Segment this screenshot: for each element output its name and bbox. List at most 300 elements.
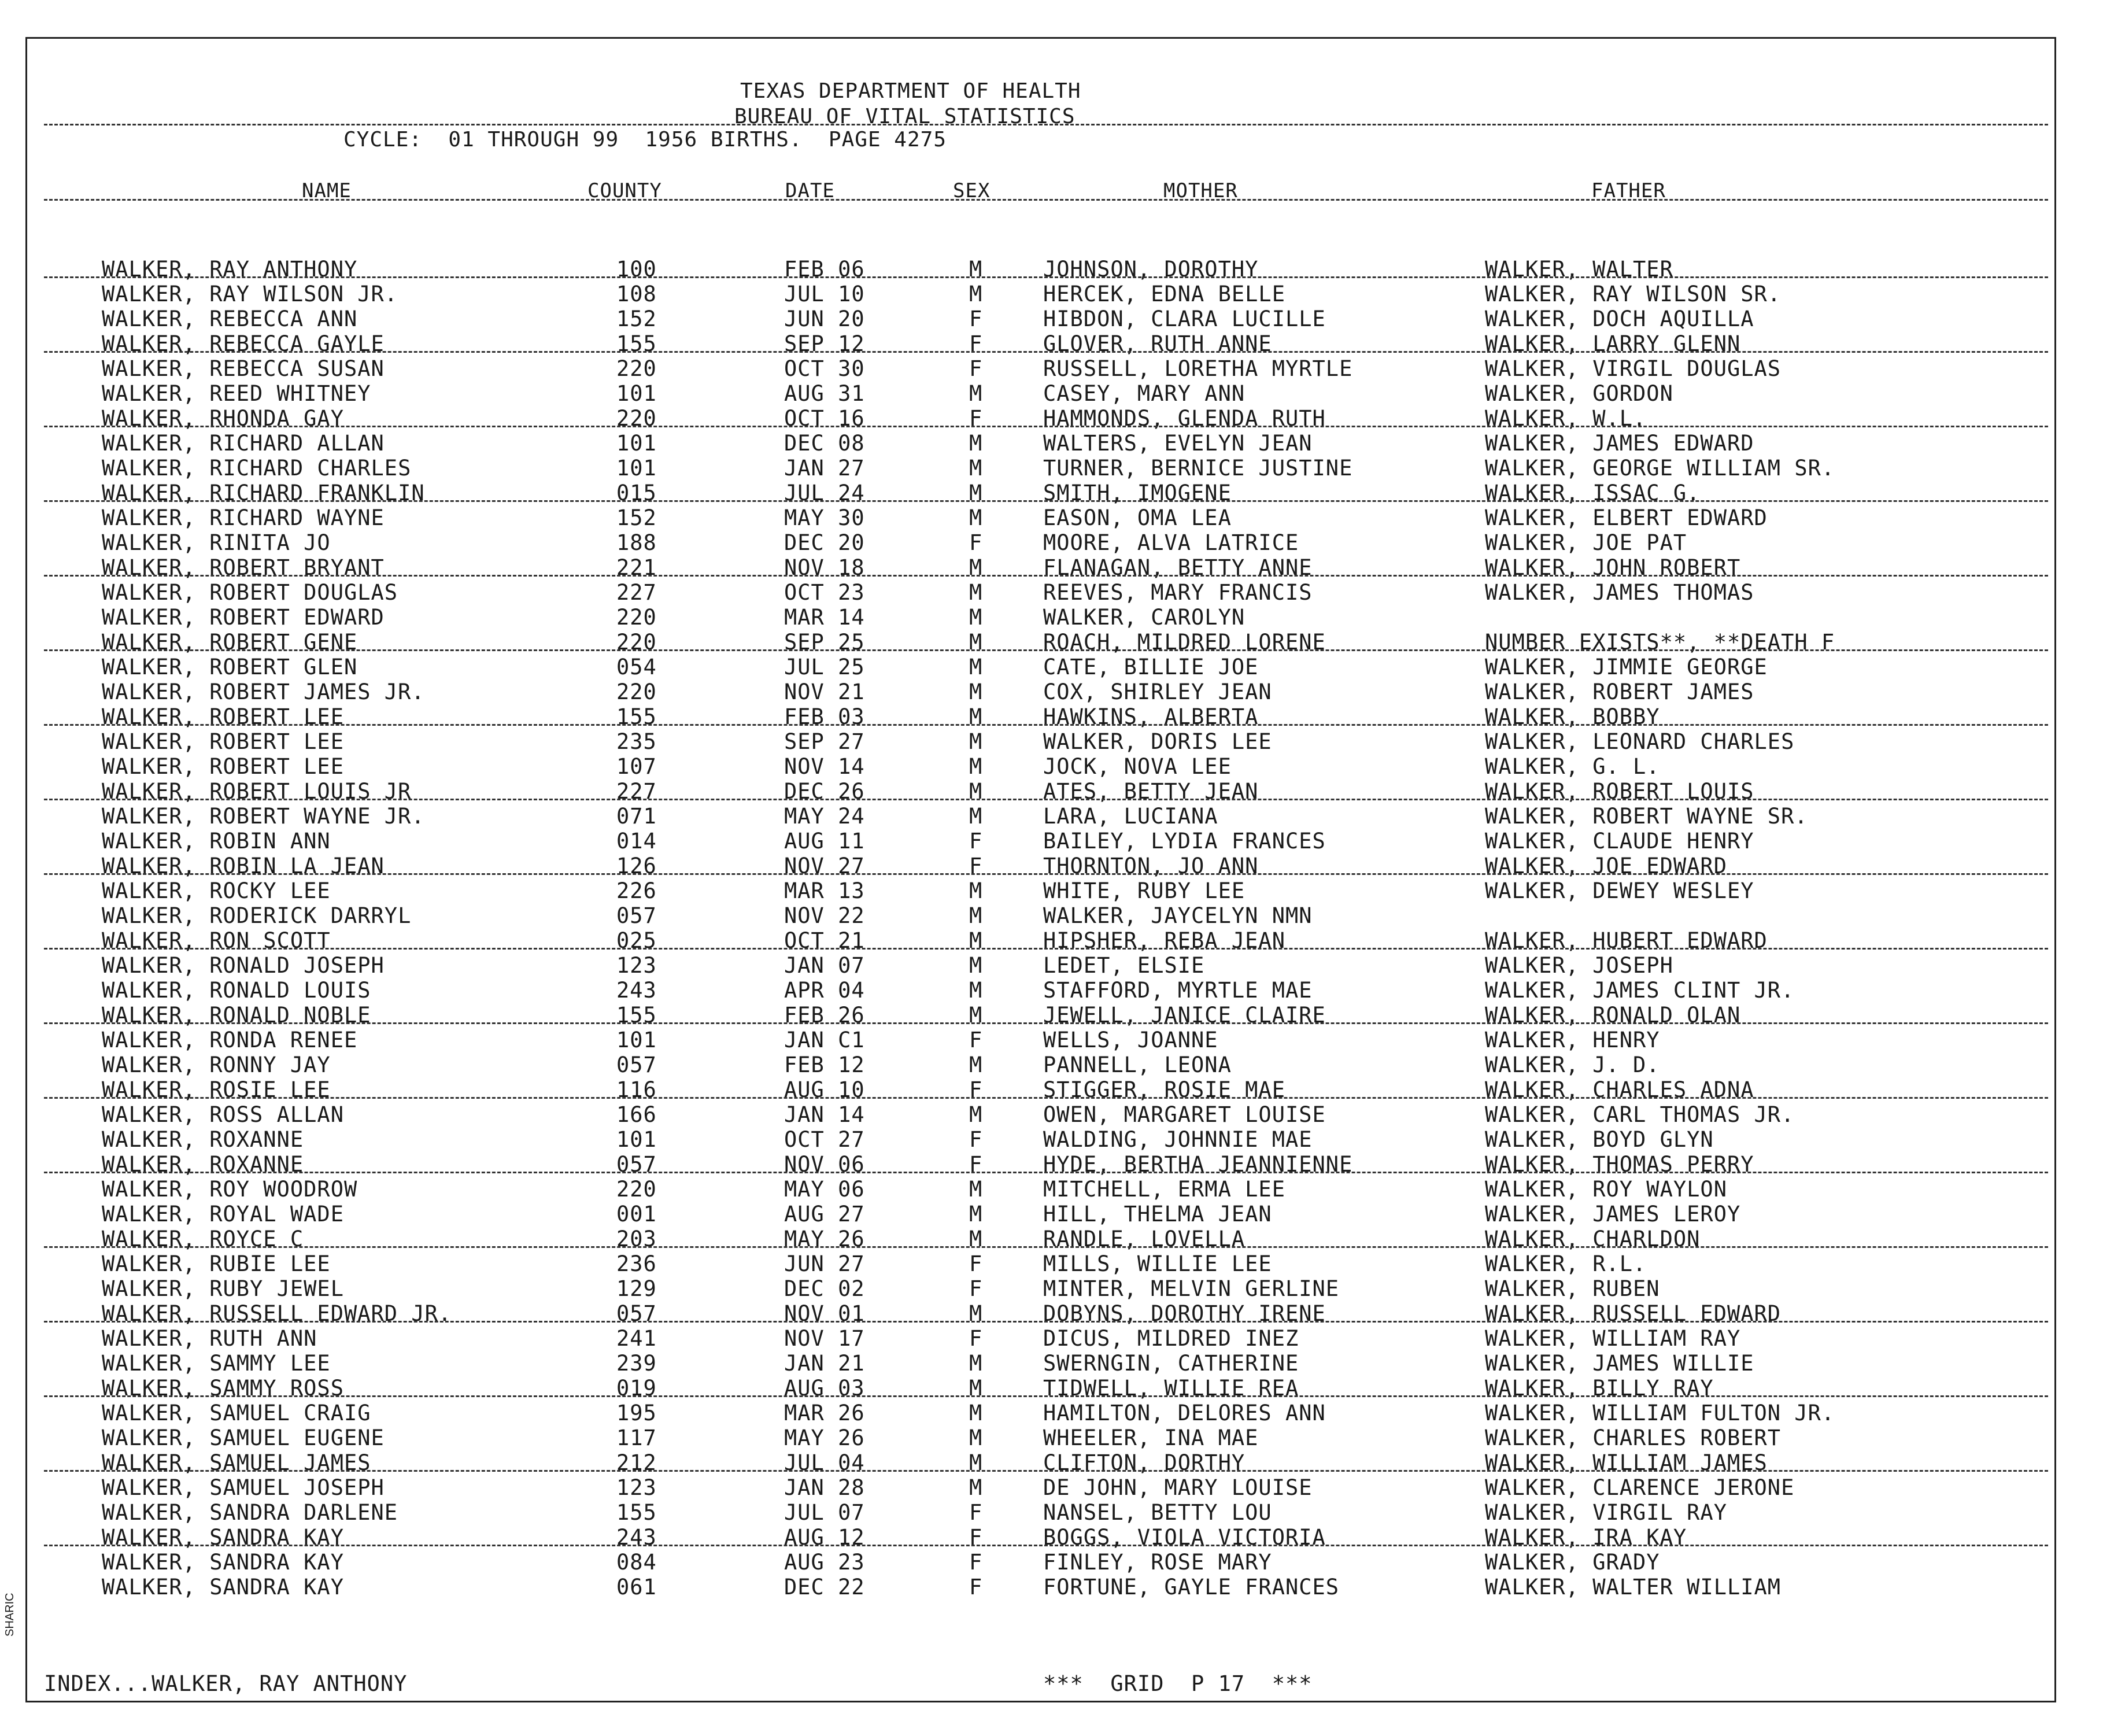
table-row	[0, 1177, 2114, 1202]
cell-county: 129	[616, 1276, 657, 1301]
cell-mother: HAMMONDS, GLENDA RUTH	[1043, 406, 1326, 431]
cell-mother: HILL, THELMA JEAN	[1043, 1202, 1272, 1227]
cell-date: SEP 12	[784, 331, 865, 356]
cell-mother: JEWELL, JANICE CLAIRE	[1043, 1003, 1326, 1028]
cell-sex: F	[969, 406, 983, 431]
cell-date: DEC 26	[784, 779, 865, 804]
cell-sex: F	[969, 829, 983, 854]
cell-father: WALKER, GEORGE WILLIAM SR.	[1485, 456, 1835, 481]
cell-county: 101	[616, 381, 657, 406]
cell-county: 220	[616, 1177, 657, 1202]
cell-father: WALKER, WALTER WILLIAM	[1485, 1575, 1782, 1600]
cell-county: 220	[616, 630, 657, 655]
cell-sex: M	[969, 1401, 983, 1425]
cell-county: 101	[616, 1127, 657, 1152]
cell-mother: DOBYNS, DOROTHY IRENE	[1043, 1301, 1326, 1326]
cell-county: 116	[616, 1077, 657, 1102]
table-row	[0, 331, 2114, 356]
table-row	[0, 903, 2114, 928]
table-row	[0, 356, 2114, 381]
cell-sex: F	[969, 530, 983, 555]
cell-name: WALKER, ROXANNE	[102, 1152, 304, 1177]
cell-mother: COX, SHIRLEY JEAN	[1043, 679, 1272, 704]
cell-name: WALKER, SAMUEL JAMES	[102, 1450, 371, 1475]
table-row	[0, 878, 2114, 903]
cell-sex: F	[969, 356, 983, 381]
cell-name: WALKER, RUBY JEWEL	[102, 1276, 344, 1301]
cell-county: 236	[616, 1251, 657, 1276]
cell-father: WALKER, ROY WAYLON	[1485, 1177, 1727, 1202]
cell-sex: F	[969, 1575, 983, 1600]
cell-name: WALKER, ROBERT LEE	[102, 754, 344, 779]
cell-sex: M	[969, 655, 983, 679]
cell-name: WALKER, ROBERT GLEN	[102, 655, 358, 679]
cell-father: WALKER, HENRY	[1485, 1028, 1660, 1052]
cell-mother: MOORE, ALVA LATRICE	[1043, 530, 1299, 555]
cell-father: WALKER, WILLIAM JAMES	[1485, 1450, 1768, 1475]
cell-county: 071	[616, 804, 657, 829]
column-header-father: FATHER	[1591, 179, 1666, 202]
table-row	[0, 1525, 2114, 1550]
table-row	[0, 257, 2114, 282]
table-row	[0, 1028, 2114, 1052]
cell-date: MAR 13	[784, 878, 865, 903]
cell-father: WALKER, DEWEY WESLEY	[1485, 878, 1754, 903]
cell-name: WALKER, SAMMY LEE	[102, 1351, 331, 1376]
cell-county: 220	[616, 605, 657, 630]
cell-county: 227	[616, 779, 657, 804]
cell-name: WALKER, SANDRA DARLENE	[102, 1500, 398, 1525]
table-row	[0, 704, 2114, 729]
cell-county: 152	[616, 505, 657, 530]
cell-father: NUMBER EXISTS**, **DEATH F	[1485, 630, 1835, 655]
cell-mother: REEVES, MARY FRANCIS	[1043, 580, 1313, 605]
cell-name: WALKER, ROCKY LEE	[102, 878, 331, 903]
cell-county: 126	[616, 854, 657, 878]
table-row	[0, 1301, 2114, 1326]
table-row	[0, 1475, 2114, 1500]
cell-date: NOV 14	[784, 754, 865, 779]
cell-date: MAY 26	[784, 1227, 865, 1251]
cell-date: MAY 24	[784, 804, 865, 829]
cell-mother: THORNTON, JO ANN	[1043, 854, 1259, 878]
cell-father: WALKER, ROBERT JAMES	[1485, 679, 1754, 704]
cell-father: WALKER, CHARLES ADNA	[1485, 1077, 1754, 1102]
grid-footer: *** GRID P 17 ***	[1043, 1671, 1313, 1696]
cell-sex: F	[969, 1077, 983, 1102]
table-row	[0, 1450, 2114, 1475]
table-row	[0, 953, 2114, 978]
table-row	[0, 829, 2114, 854]
cell-date: NOV 21	[784, 679, 865, 704]
column-header-sex: SEX	[953, 179, 991, 202]
cell-date: NOV 01	[784, 1301, 865, 1326]
cell-mother: HAWKINS, ALBERTA	[1043, 704, 1259, 729]
cell-name: WALKER, RODERICK DARRYL	[102, 903, 412, 928]
cell-date: OCT 16	[784, 406, 865, 431]
cell-mother: RANDLE, LOVELLA	[1043, 1227, 1246, 1251]
cell-mother: EASON, OMA LEA	[1043, 505, 1232, 530]
cell-mother: HYDE, BERTHA JEANNIENNE	[1043, 1152, 1353, 1177]
column-header-county: COUNTY	[587, 179, 662, 202]
cell-name: WALKER, REED WHITNEY	[102, 381, 371, 406]
cell-date: JAN 07	[784, 953, 865, 978]
cell-father: WALKER, CHARLES ROBERT	[1485, 1425, 1782, 1450]
cell-county: 241	[616, 1326, 657, 1351]
cell-name: WALKER, ROBERT JAMES JR.	[102, 679, 425, 704]
table-row	[0, 1401, 2114, 1425]
cell-date: JUL 25	[784, 655, 865, 679]
cell-county: 014	[616, 829, 657, 854]
cell-county: 155	[616, 1003, 657, 1028]
cell-father: WALKER, THOMAS PERRY	[1485, 1152, 1754, 1177]
department-title: TEXAS DEPARTMENT OF HEALTH	[740, 79, 1081, 103]
cell-date: APR 04	[784, 978, 865, 1003]
cell-mother: MILLS, WILLIE LEE	[1043, 1251, 1272, 1276]
cell-mother: HIBDON, CLARA LUCILLE	[1043, 306, 1326, 331]
cell-mother: OWEN, MARGARET LOUISE	[1043, 1102, 1326, 1127]
cell-name: WALKER, RAY ANTHONY	[102, 257, 358, 282]
cell-county: 166	[616, 1102, 657, 1127]
cell-sex: F	[969, 1326, 983, 1351]
cell-county: 057	[616, 903, 657, 928]
cell-date: OCT 21	[784, 928, 865, 953]
cell-name: WALKER, SAMUEL CRAIG	[102, 1401, 371, 1425]
cell-father: WALKER, BILLY RAY	[1485, 1376, 1714, 1401]
cell-county: 152	[616, 306, 657, 331]
cell-mother: CASEY, MARY ANN	[1043, 381, 1246, 406]
table-row	[0, 754, 2114, 779]
cell-county: 107	[616, 754, 657, 779]
cell-name: WALKER, ROBERT WAYNE JR.	[102, 804, 425, 829]
table-row	[0, 1202, 2114, 1227]
cell-county: 243	[616, 1525, 657, 1550]
cell-date: MAY 06	[784, 1177, 865, 1202]
cell-name: WALKER, ROBERT DOUGLAS	[102, 580, 398, 605]
cell-name: WALKER, ROYCE C	[102, 1227, 304, 1251]
cell-sex: M	[969, 903, 983, 928]
table-row	[0, 406, 2114, 431]
table-row	[0, 1550, 2114, 1575]
cell-name: WALKER, RICHARD ALLAN	[102, 431, 385, 456]
cell-name: WALKER, RONALD JOSEPH	[102, 953, 385, 978]
table-row	[0, 1425, 2114, 1450]
cell-county: 212	[616, 1450, 657, 1475]
cell-sex: M	[969, 779, 983, 804]
cell-sex: M	[969, 431, 983, 456]
cell-mother: CLIFTON, DORTHY	[1043, 1450, 1246, 1475]
cell-name: WALKER, ROSS ALLAN	[102, 1102, 344, 1127]
cell-county: 015	[616, 481, 657, 505]
cell-father: WALKER, JAMES THOMAS	[1485, 580, 1754, 605]
cell-county: 155	[616, 1500, 657, 1525]
table-row	[0, 630, 2114, 655]
cell-mother: BAILEY, LYDIA FRANCES	[1043, 829, 1326, 854]
cell-sex: M	[969, 1475, 983, 1500]
cell-father: WALKER, JOE PAT	[1485, 530, 1687, 555]
table-row	[0, 1052, 2114, 1077]
cell-sex: F	[969, 1276, 983, 1301]
cell-county: 101	[616, 456, 657, 481]
cell-county: 061	[616, 1575, 657, 1600]
cell-date: JUN 27	[784, 1251, 865, 1276]
cell-county: 100	[616, 257, 657, 282]
cell-date: JAN 21	[784, 1351, 865, 1376]
cell-sex: M	[969, 878, 983, 903]
cell-sex: F	[969, 1028, 983, 1052]
cell-name: WALKER, ROBERT BRYANT	[102, 555, 385, 580]
table-row	[0, 505, 2114, 530]
cell-date: OCT 30	[784, 356, 865, 381]
cell-county: 057	[616, 1301, 657, 1326]
cell-sex: M	[969, 1102, 983, 1127]
table-row	[0, 530, 2114, 555]
table-row	[0, 679, 2114, 704]
cell-sex: M	[969, 605, 983, 630]
cell-father: WALKER, W.L.	[1485, 406, 1647, 431]
cell-sex: M	[969, 1450, 983, 1475]
header-rule-top	[44, 124, 2048, 125]
cell-date: DEC 22	[784, 1575, 865, 1600]
cell-father: WALKER, RONALD OLAN	[1485, 1003, 1741, 1028]
cell-name: WALKER, RUBIE LEE	[102, 1251, 331, 1276]
cell-mother: FLANAGAN, BETTY ANNE	[1043, 555, 1313, 580]
cell-sex: F	[969, 1251, 983, 1276]
cell-father: WALKER, DOCH AQUILLA	[1485, 306, 1754, 331]
cell-name: WALKER, RONDA RENEE	[102, 1028, 358, 1052]
cell-mother: LEDET, ELSIE	[1043, 953, 1205, 978]
cell-father: WALKER, JOHN ROBERT	[1485, 555, 1741, 580]
cell-county: 226	[616, 878, 657, 903]
cell-date: JUL 04	[784, 1450, 865, 1475]
cell-date: JAN 14	[784, 1102, 865, 1127]
cell-date: JUL 24	[784, 481, 865, 505]
cell-date: FEB 06	[784, 257, 865, 282]
cell-county: 057	[616, 1052, 657, 1077]
cell-sex: M	[969, 1052, 983, 1077]
column-header-date: DATE	[785, 179, 835, 202]
cell-date: FEB 03	[784, 704, 865, 729]
cell-sex: M	[969, 1202, 983, 1227]
cell-name: WALKER, ROBERT LEE	[102, 704, 344, 729]
table-row	[0, 729, 2114, 754]
cell-sex: M	[969, 630, 983, 655]
cell-sex: F	[969, 306, 983, 331]
cell-name: WALKER, ROXANNE	[102, 1127, 304, 1152]
cell-sex: M	[969, 1177, 983, 1202]
cell-date: NOV 22	[784, 903, 865, 928]
cell-sex: F	[969, 1127, 983, 1152]
table-row	[0, 854, 2114, 878]
cell-mother: ROACH, MILDRED LORENE	[1043, 630, 1326, 655]
cell-sex: M	[969, 1227, 983, 1251]
cell-father: WALKER, ELBERT EDWARD	[1485, 505, 1768, 530]
side-label: SHARIC	[3, 1593, 16, 1637]
cell-sex: M	[969, 1376, 983, 1401]
cell-mother: TURNER, BERNICE JUSTINE	[1043, 456, 1353, 481]
cell-mother: SMITH, IMOGENE	[1043, 481, 1232, 505]
cell-mother: HAMILTON, DELORES ANN	[1043, 1401, 1326, 1425]
cell-sex: M	[969, 754, 983, 779]
table-row	[0, 580, 2114, 605]
table-row	[0, 1102, 2114, 1127]
cell-date: SEP 25	[784, 630, 865, 655]
cell-sex: M	[969, 381, 983, 406]
cell-county: 025	[616, 928, 657, 953]
cell-sex: M	[969, 1351, 983, 1376]
cell-county: 195	[616, 1401, 657, 1425]
cell-father: WALKER, LEONARD CHARLES	[1485, 729, 1795, 754]
cell-mother: RUSSELL, LORETHA MYRTLE	[1043, 356, 1353, 381]
cell-father: WALKER, BOBBY	[1485, 704, 1660, 729]
cell-sex: M	[969, 481, 983, 505]
cell-mother: WALKER, CAROLYN	[1043, 605, 1246, 630]
cell-mother: DE JOHN, MARY LOUISE	[1043, 1475, 1313, 1500]
table-row	[0, 481, 2114, 505]
table-row	[0, 605, 2114, 630]
cell-father: WALKER, GORDON	[1485, 381, 1673, 406]
cell-father: WALKER, CARL THOMAS JR.	[1485, 1102, 1795, 1127]
cell-county: 221	[616, 555, 657, 580]
table-row	[0, 1276, 2114, 1301]
cell-sex: M	[969, 580, 983, 605]
cell-mother: MINTER, MELVIN GERLINE	[1043, 1276, 1340, 1301]
table-row	[0, 1127, 2114, 1152]
table-row	[0, 1500, 2114, 1525]
table-row	[0, 1003, 2114, 1028]
cell-father: WALKER, WILLIAM FULTON JR.	[1485, 1401, 1835, 1425]
cell-date: SEP 27	[784, 729, 865, 754]
cell-father: WALKER, VIRGIL RAY	[1485, 1500, 1727, 1525]
cell-name: WALKER, ROY WOODROW	[102, 1177, 358, 1202]
cell-mother: HIPSHER, REBA JEAN	[1043, 928, 1285, 953]
cell-name: WALKER, ROYAL WADE	[102, 1202, 344, 1227]
cell-county: 123	[616, 953, 657, 978]
cell-date: AUG 10	[784, 1077, 865, 1102]
table-row	[0, 928, 2114, 953]
cell-sex: F	[969, 331, 983, 356]
table-row	[0, 804, 2114, 829]
cell-name: WALKER, REBECCA ANN	[102, 306, 358, 331]
cell-mother: FORTUNE, GAYLE FRANCES	[1043, 1575, 1340, 1600]
cell-county: 117	[616, 1425, 657, 1450]
cell-name: WALKER, RON SCOTT	[102, 928, 331, 953]
cell-mother: MITCHELL, ERMA LEE	[1043, 1177, 1285, 1202]
cell-county: 019	[616, 1376, 657, 1401]
cell-date: MAY 30	[784, 505, 865, 530]
cell-name: WALKER, RHONDA GAY	[102, 406, 344, 431]
cell-county: 155	[616, 331, 657, 356]
cell-sex: M	[969, 928, 983, 953]
cell-county: 239	[616, 1351, 657, 1376]
cell-mother: HERCEK, EDNA BELLE	[1043, 282, 1285, 306]
cell-name: WALKER, SAMUEL JOSEPH	[102, 1475, 385, 1500]
cell-sex: M	[969, 804, 983, 829]
cell-name: WALKER, ROBIN LA JEAN	[102, 854, 385, 878]
cell-father: WALKER, JOE EDWARD	[1485, 854, 1727, 878]
cell-county: 220	[616, 406, 657, 431]
cell-name: WALKER, ROSIE LEE	[102, 1077, 331, 1102]
cell-father: WALKER, GRADY	[1485, 1550, 1660, 1575]
cell-mother: WALKER, DORIS LEE	[1043, 729, 1272, 754]
cell-date: AUG 12	[784, 1525, 865, 1550]
cell-sex: M	[969, 953, 983, 978]
cell-sex: M	[969, 505, 983, 530]
cell-mother: TIDWELL, WILLIE REA	[1043, 1376, 1299, 1401]
cell-father: WALKER, CLAUDE HENRY	[1485, 829, 1754, 854]
table-row	[0, 655, 2114, 679]
cell-father: WALKER, BOYD GLYN	[1485, 1127, 1714, 1152]
table-row	[0, 381, 2114, 406]
cell-father: WALKER, G. L.	[1485, 754, 1660, 779]
table-row	[0, 1351, 2114, 1376]
cell-mother: GLOVER, RUTH ANNE	[1043, 331, 1272, 356]
cell-name: WALKER, RONNY JAY	[102, 1052, 331, 1077]
cell-county: 084	[616, 1550, 657, 1575]
cell-sex: M	[969, 1301, 983, 1326]
cell-name: WALKER, ROBERT LOUIS JR	[102, 779, 412, 804]
cell-date: OCT 27	[784, 1127, 865, 1152]
cell-father: WALKER, CLARENCE JERONE	[1485, 1475, 1795, 1500]
cell-father: WALKER, VIRGIL DOUGLAS	[1485, 356, 1782, 381]
cell-date: JUL 07	[784, 1500, 865, 1525]
cell-county: 243	[616, 978, 657, 1003]
cell-sex: M	[969, 282, 983, 306]
cell-date: JAN 28	[784, 1475, 865, 1500]
cell-date: JUN 20	[784, 306, 865, 331]
cell-sex: M	[969, 555, 983, 580]
column-header-rule	[44, 199, 2048, 201]
cell-father: WALKER, RUSSELL EDWARD	[1485, 1301, 1782, 1326]
cell-county: 057	[616, 1152, 657, 1177]
table-row	[0, 1227, 2114, 1251]
cell-date: DEC 02	[784, 1276, 865, 1301]
cell-name: WALKER, SANDRA KAY	[102, 1550, 344, 1575]
cell-mother: STAFFORD, MYRTLE MAE	[1043, 978, 1313, 1003]
cell-mother: LARA, LUCIANA	[1043, 804, 1218, 829]
cell-mother: BOGGS, VIOLA VICTORIA	[1043, 1525, 1326, 1550]
cell-date: OCT 23	[784, 580, 865, 605]
table-row	[0, 1152, 2114, 1177]
cell-name: WALKER, RUSSELL EDWARD JR.	[102, 1301, 452, 1326]
cell-mother: DICUS, MILDRED INEZ	[1043, 1326, 1299, 1351]
cell-date: MAR 14	[784, 605, 865, 630]
cell-sex: M	[969, 679, 983, 704]
cell-date: MAR 26	[784, 1401, 865, 1425]
table-row	[0, 1077, 2114, 1102]
cell-sex: F	[969, 1525, 983, 1550]
cell-date: DEC 20	[784, 530, 865, 555]
cell-mother: CATE, BILLIE JOE	[1043, 655, 1259, 679]
cell-father: WALKER, JAMES WILLIE	[1485, 1351, 1754, 1376]
bureau-title: BUREAU OF VITAL STATISTICS	[734, 105, 1076, 128]
cell-county: 108	[616, 282, 657, 306]
table-row	[0, 456, 2114, 481]
table-row	[0, 978, 2114, 1003]
cell-date: NOV 17	[784, 1326, 865, 1351]
table-row	[0, 306, 2114, 331]
cell-mother: JOHNSON, DOROTHY	[1043, 257, 1259, 282]
table-row	[0, 779, 2114, 804]
cell-mother: WHEELER, INA MAE	[1043, 1425, 1259, 1450]
cell-mother: WALTERS, EVELYN JEAN	[1043, 431, 1313, 456]
cell-date: JUL 10	[784, 282, 865, 306]
table-row	[0, 1326, 2114, 1351]
cell-date: NOV 27	[784, 854, 865, 878]
cell-father: WALKER, JIMMIE GEORGE	[1485, 655, 1768, 679]
cell-mother: JOCK, NOVA LEE	[1043, 754, 1232, 779]
cell-mother: STIGGER, ROSIE MAE	[1043, 1077, 1285, 1102]
